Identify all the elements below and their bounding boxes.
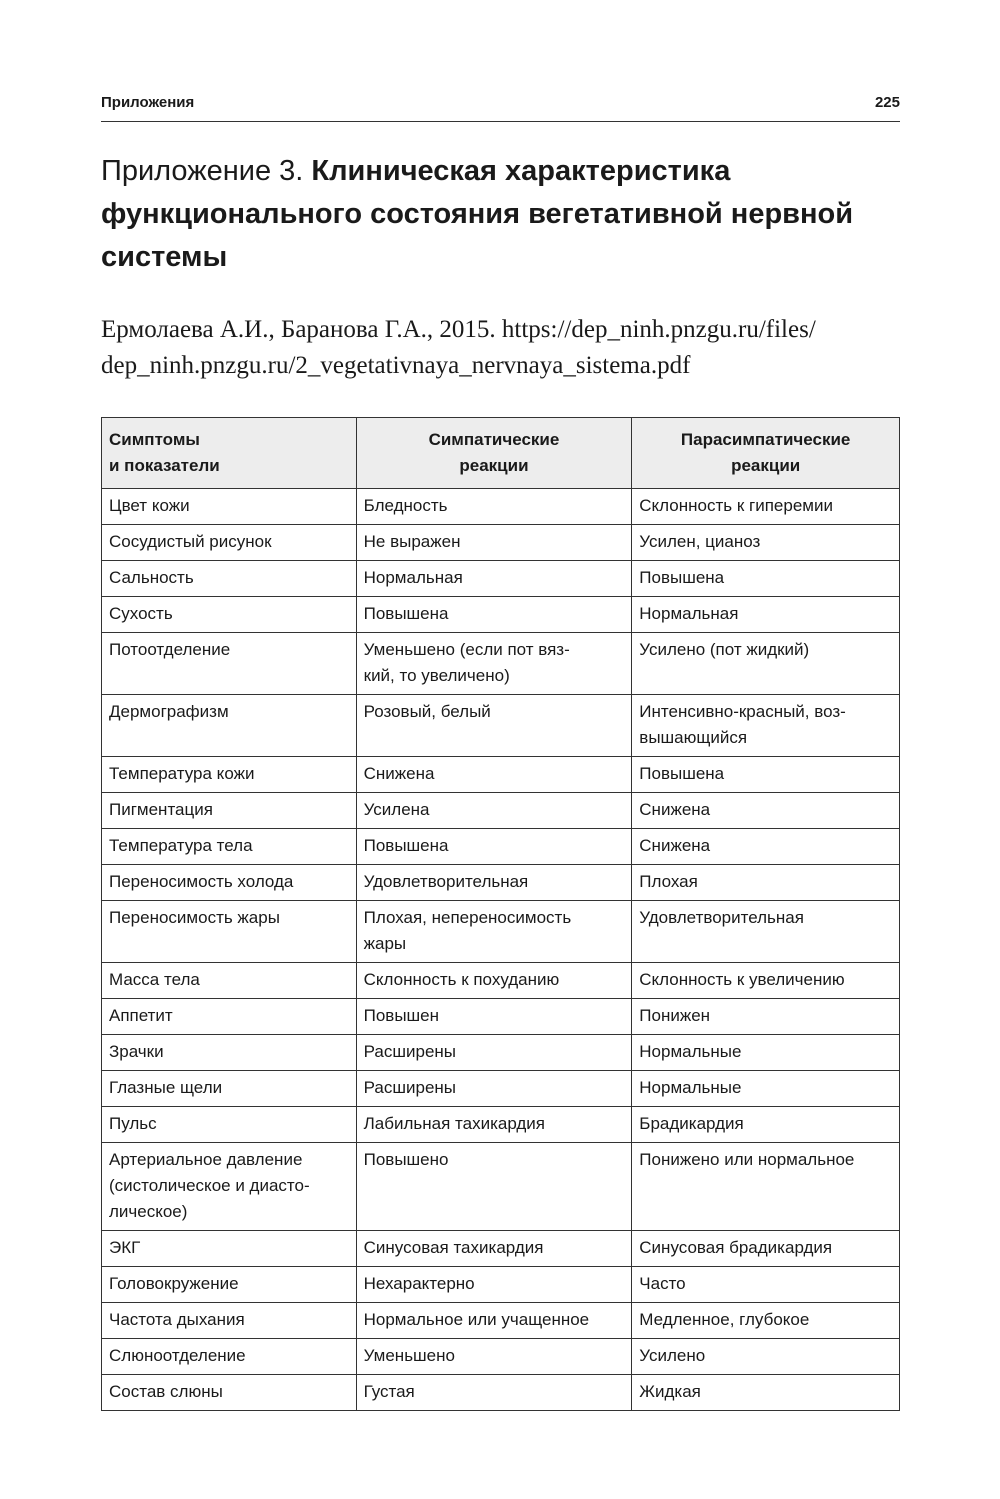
page-title [101,150,881,279]
cell-sympathetic: Не выражен [356,525,632,561]
cell-sympathetic: Нормальное или учащенное [356,1303,632,1339]
cell-symptom: Состав слюны [102,1375,357,1411]
cell-sympathetic: Повышено [356,1143,632,1231]
cell-parasympathetic: Жидкая [632,1375,900,1411]
cell-symptom: Температура тела [102,829,357,865]
cell-symptom: Потоотделение [102,633,357,695]
section-name: Приложения [101,94,195,111]
table-row [102,757,900,793]
header-symptoms: Симптомы и показатели [102,418,357,489]
table-row [102,829,900,865]
table-row [102,1071,900,1107]
cell-sympathetic: Повышена [356,597,632,633]
cell-symptom: Переносимость холода [102,865,357,901]
cell-parasympathetic: Повышена [632,561,900,597]
cell-sympathetic: Расширены [356,1035,632,1071]
title-prefix: Приложение 3. [101,155,312,187]
table-row [102,1339,900,1375]
cell-parasympathetic: Нормальные [632,1071,900,1107]
cell-parasympathetic: Синусовая брадикардия [632,1231,900,1267]
symptoms-table [101,417,900,1411]
cell-symptom: Пульс [102,1107,357,1143]
cell-symptom: Аппетит [102,999,357,1035]
table-row [102,1303,900,1339]
table-row [102,1143,900,1231]
cell-symptom: Слюноотделение [102,1339,357,1375]
cell-symptom: Головокружение [102,1267,357,1303]
table-row [102,1231,900,1267]
cell-sympathetic: Нехарактерно [356,1267,632,1303]
cell-sympathetic: Бледность [356,489,632,525]
cell-sympathetic: Синусовая тахикардия [356,1231,632,1267]
table-row [102,963,900,999]
cell-symptom: ЭКГ [102,1231,357,1267]
table-row [102,597,900,633]
table-row [102,1107,900,1143]
cell-symptom: Частота дыхания [102,1303,357,1339]
cell-symptom: Глазные щели [102,1071,357,1107]
cell-sympathetic: Снижена [356,757,632,793]
running-head [101,92,900,122]
cell-parasympathetic: Интенсивно-красный, воз- вышающийся [632,695,900,757]
page-number: 225 [874,94,900,111]
table-row [102,793,900,829]
cell-symptom: Зрачки [102,1035,357,1071]
cell-sympathetic: Повышена [356,829,632,865]
cell-symptom: Температура кожи [102,757,357,793]
cell-sympathetic: Склонность к похуданию [356,963,632,999]
cell-parasympathetic: Снижена [632,793,900,829]
cell-parasympathetic: Усилен, цианоз [632,525,900,561]
cell-parasympathetic: Склонность к гиперемии [632,489,900,525]
cell-parasympathetic: Усилено [632,1339,900,1375]
table-row [102,633,900,695]
cell-symptom: Артериальное давление (систолическое и диасто- лическое) [102,1143,357,1231]
cell-sympathetic: Плохая, непереносимость жары [356,901,632,963]
table-row [102,1375,900,1411]
table-row [102,1035,900,1071]
cell-parasympathetic: Медленное, глубокое [632,1303,900,1339]
cell-sympathetic: Повышен [356,999,632,1035]
table-row [102,561,900,597]
cell-symptom: Масса тела [102,963,357,999]
cell-symptom: Цвет кожи [102,489,357,525]
cell-symptom: Сальность [102,561,357,597]
cell-sympathetic: Густая [356,1375,632,1411]
cell-parasympathetic: Нормальная [632,597,900,633]
cell-parasympathetic: Повышена [632,757,900,793]
cell-symptom: Пигментация [102,793,357,829]
cell-sympathetic: Уменьшено [356,1339,632,1375]
table-row [102,695,900,757]
cell-parasympathetic: Брадикардия [632,1107,900,1143]
cell-parasympathetic: Понижен [632,999,900,1035]
cell-parasympathetic: Понижено или нормальное [632,1143,900,1231]
cell-sympathetic: Уменьшено (если пот вяз- кий, то увеличено) [356,633,632,695]
table-row [102,865,900,901]
cell-parasympathetic: Снижена [632,829,900,865]
cell-sympathetic: Усилена [356,793,632,829]
table-row [102,525,900,561]
header-sympathetic: Симпатические реакции [356,418,632,489]
cell-parasympathetic: Плохая [632,865,900,901]
cell-symptom: Дермографизм [102,695,357,757]
title-bold: Клиническая характеристика функционального состояния вегетативной нервной системы [101,155,854,273]
cell-parasympathetic: Нормальные [632,1035,900,1071]
cell-sympathetic: Расширены [356,1071,632,1107]
cell-parasympathetic: Склонность к увеличению [632,963,900,999]
table-row [102,1267,900,1303]
cell-sympathetic: Нормальная [356,561,632,597]
cell-symptom: Сосудистый рисунок [102,525,357,561]
cell-sympathetic: Удовлетворительная [356,865,632,901]
cell-symptom: Переносимость жары [102,901,357,963]
table-header-row [102,418,900,489]
cell-sympathetic: Лабильная тахикардия [356,1107,632,1143]
header-parasympathetic: Парасимпатические реакции [632,418,900,489]
table-row [102,489,900,525]
cell-parasympathetic: Удовлетворительная [632,901,900,963]
cell-parasympathetic: Усилено (пот жидкий) [632,633,900,695]
table-row [102,999,900,1035]
cell-parasympathetic: Часто [632,1267,900,1303]
cell-symptom: Сухость [102,597,357,633]
table-row [102,901,900,963]
citation: Ермолаева А.И., Баранова Г.А., 2015. https://dep_ninh.pnzgu.ru/files/ dep_ninh.pnzgu.ru/2_vegetativnaya_nervnaya_sistema.pdf [101,316,816,379]
cell-sympathetic: Розовый, белый [356,695,632,757]
